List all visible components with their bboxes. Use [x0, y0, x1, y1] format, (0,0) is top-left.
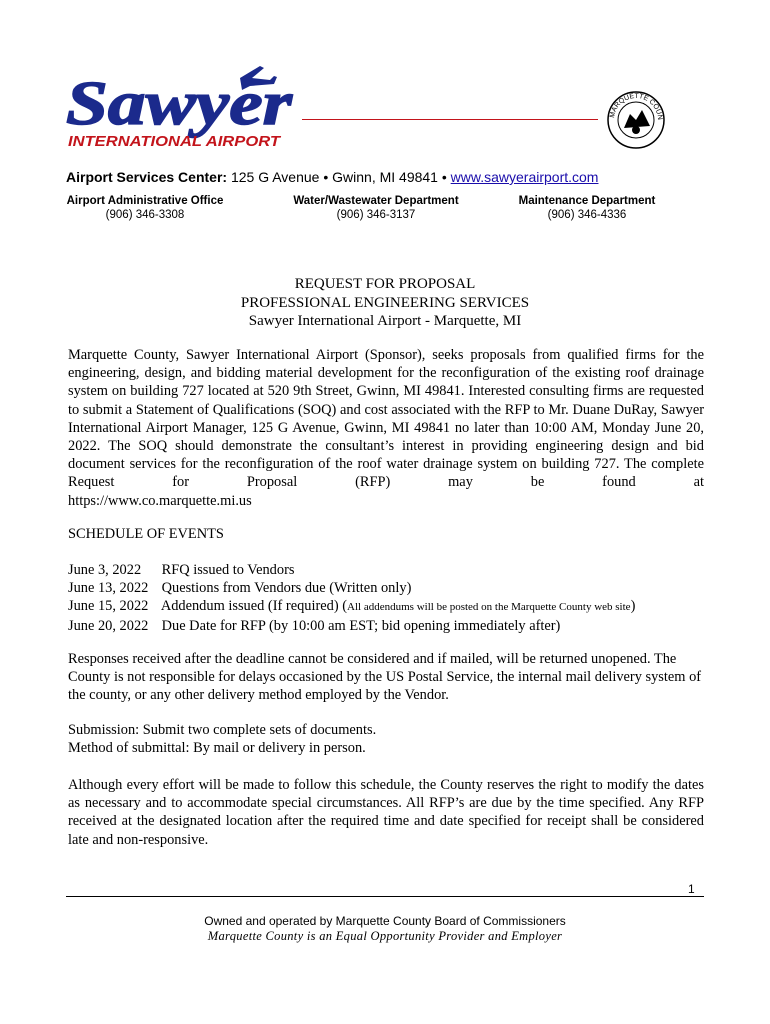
department-phone: (906) 346-3137 — [336, 209, 416, 221]
department-name: Airport Administrative Office — [66, 195, 224, 207]
intro-paragraph — [68, 346, 704, 510]
department-maintenance — [516, 194, 658, 222]
department-water — [288, 194, 464, 222]
schedule-date: June 15, 2022 — [68, 598, 149, 615]
schedule-row — [68, 579, 704, 597]
title-line-2: PROFESSIONAL ENGINEERING SERVICES — [240, 294, 530, 311]
title-line-1: REQUEST FOR PROPOSAL — [294, 276, 476, 292]
schedule-event: Questions from Vendors due (Written only) — [161, 580, 412, 597]
footer-equal-opportunity-line: Marquette County is an Equal Opportunity Provider and Employer — [207, 929, 563, 943]
contact-address: 125 G Avenue • Gwinn, MI 49841 • — [230, 169, 447, 185]
contact-label: Airport Services Center — [66, 169, 223, 185]
schedule-row — [68, 561, 704, 579]
responses-paragraph: Responses received after the deadline cannot be considered and if mailed, will be returned unopened. The County is not responsible for delays occasioned by the US Postal Service, the internal mail delivery system of the county, or any other delivery method employed by the Vendor. — [68, 651, 702, 704]
sawyer-airport-logo — [64, 64, 296, 156]
page-footer — [0, 914, 770, 944]
schedule-event: RFQ issued to Vendors — [161, 562, 295, 578]
department-name: Maintenance Department — [518, 195, 656, 207]
schedule-date: June 3, 2022 — [68, 562, 142, 578]
footer-rule — [66, 896, 704, 897]
contact-line: Airport Services Center: 125 G Avenue • Gwinn, MI 49841 • www.sawyerairport.com — [66, 169, 599, 185]
schedule-note: All addendums will be posted on the Marquette County web site — [347, 601, 631, 614]
page-number: 1 — [688, 882, 695, 896]
schedule-list — [68, 561, 704, 635]
document-title — [0, 275, 770, 331]
logo-graphic — [64, 64, 296, 156]
intro-url[interactable]: https://www.co.marquette.mi.us — [68, 492, 252, 509]
schedule-row — [68, 597, 704, 616]
schedule-note-close: ) — [630, 598, 636, 615]
schedule-row — [68, 617, 704, 635]
svg-text:MARQUETTE COUNTY — [606, 90, 663, 120]
department-phone: (906) 346-4336 — [547, 209, 627, 221]
logo-sub-text: INTERNATIONAL AIRPORT — [68, 133, 283, 150]
department-name: Water/Wastewater Department — [293, 195, 459, 207]
logo-main-text: Sawyer — [66, 70, 294, 138]
seal-text: MARQUETTE COUN — [609, 92, 664, 121]
county-seal-icon — [606, 90, 666, 150]
submittal-method-line: Method of submittal: By mail or delivery in person. — [68, 740, 366, 757]
intro-text: Marquette County, Sawyer International Airport (Sponsor), seeks proposals from qualified firms for the engineering, design, and bidding material development for the reconfiguration of the existing roof drainage system on building 727 located at 520 9th Street, Gwinn, MI 49841. Interested consulting firms are requested to submit a Statement of Qualifications (SOQ) and cost associated with the RFP to Mr. Duane DuRay, Sawyer International Airport Manager, 125 G Avenue, Gwinn, MI 49841 no later than 10:00 AM, Monday June 20, 2022. The SOQ should demonstrate the consultant’s interest in providing engineering design and bid document services for the reconfiguration of the roof water drainage system on building 727. The complete Request for Proposal (RFP) may be found at — [68, 347, 704, 491]
department-admin-office — [66, 194, 224, 222]
department-phone: (906) 346-3308 — [105, 209, 185, 221]
schedule-date: June 13, 2022 — [68, 580, 149, 597]
schedule-note-paragraph: Although every effort will be made to follow this schedule, the County reserves the right to modify the dates as necessary and to accommodate special circumstances. All RFP’s are due by the time specified. Any RFP received at the designated location after the required time and date specified for receipt shall be considered late and non-responsive. — [68, 777, 704, 848]
letterhead-red-rule — [302, 119, 598, 120]
schedule-event: Due Date for RFP (by 10:00 am EST; bid opening immediately after) — [161, 617, 561, 634]
title-line-3: Sawyer International Airport - Marquette, MI — [248, 313, 522, 329]
marquette-county-seal — [606, 90, 666, 150]
schedule-event: Addendum issued (If required) ( — [160, 598, 348, 615]
schedule-date: June 20, 2022 — [68, 617, 149, 634]
website-link[interactable]: www.sawyerairport.com — [450, 169, 599, 185]
schedule-heading: SCHEDULE OF EVENTS — [68, 526, 224, 542]
submission-block — [68, 721, 704, 757]
footer-owner-line: Owned and operated by Marquette County Board of Commissioners — [204, 914, 566, 928]
submission-line: Submission: Submit two complete sets of documents. — [68, 722, 377, 738]
